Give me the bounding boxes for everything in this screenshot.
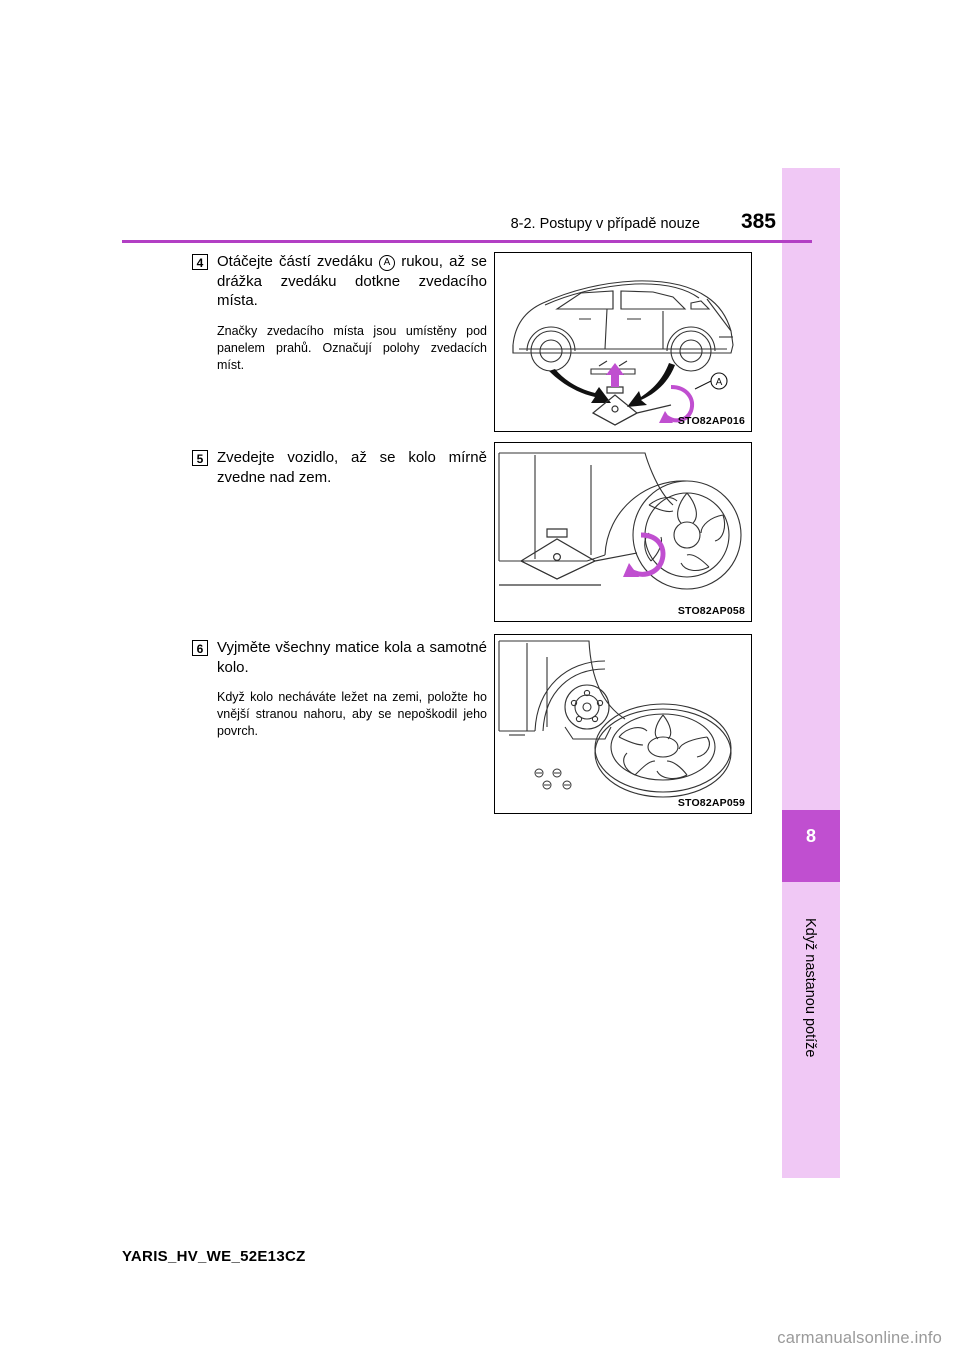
step-4-callout-a: A: [379, 255, 395, 271]
page-number: 385: [740, 210, 776, 233]
step-4-number: 4: [192, 254, 208, 270]
step-6-main-text: Vyjměte všechny matice kola a samotné kolo.: [217, 639, 487, 676]
figure-raise-vehicle: [494, 442, 752, 622]
header-divider: [122, 240, 812, 243]
figure-1-code: STO82AP016: [677, 415, 745, 427]
step-4-main-text: [217, 252, 487, 311]
step-6: [196, 638, 487, 740]
step-5-main-text: Zvedejte vozidlo, až se kolo mírně zvedne nad zem.: [217, 449, 487, 486]
document-code: YARIS_HV_WE_52E13CZ: [122, 1248, 306, 1265]
step-5-number: 5: [192, 450, 208, 466]
figure-remove-wheel: [494, 634, 752, 814]
figure-3-illustration: [495, 635, 751, 813]
step-6-sub-text: Když kolo necháváte ležet na zemi, položte ho vnější stranou nahoru, aby se nepoškodil jeho povrch.: [217, 690, 487, 738]
figure-2-illustration: [495, 443, 751, 621]
watermark: carmanualsonline.info: [777, 1329, 942, 1347]
page-section-title: 8-2. Postupy v případě nouze: [510, 216, 700, 232]
step-6-number: 6: [192, 640, 208, 656]
step-4-main-before: Otáčejte částí zvedáku: [217, 253, 373, 270]
step-4-main-after: rukou, až se drážka zvedáku dotkne zvedacího místa.: [217, 253, 487, 309]
step-4: [196, 252, 487, 448]
step-5: [196, 448, 487, 638]
figure-1-illustration: [495, 253, 751, 431]
side-band-chapter-number: 8: [805, 826, 816, 846]
step-4-sub-text: Značky zvedacího místa jsou umístěny pod panelem prahů. Označují polohy zvedacích míst.: [217, 323, 487, 372]
figure-jack-position: [494, 252, 752, 432]
figure-3-code: STO82AP059: [677, 797, 745, 809]
side-band-chapter-label: Když nastanou potíže: [802, 918, 818, 1058]
figures-column: [494, 252, 756, 814]
figure-2-code: STO82AP058: [677, 605, 745, 617]
steps-column: [196, 252, 487, 740]
svg-text:A: A: [715, 377, 723, 388]
